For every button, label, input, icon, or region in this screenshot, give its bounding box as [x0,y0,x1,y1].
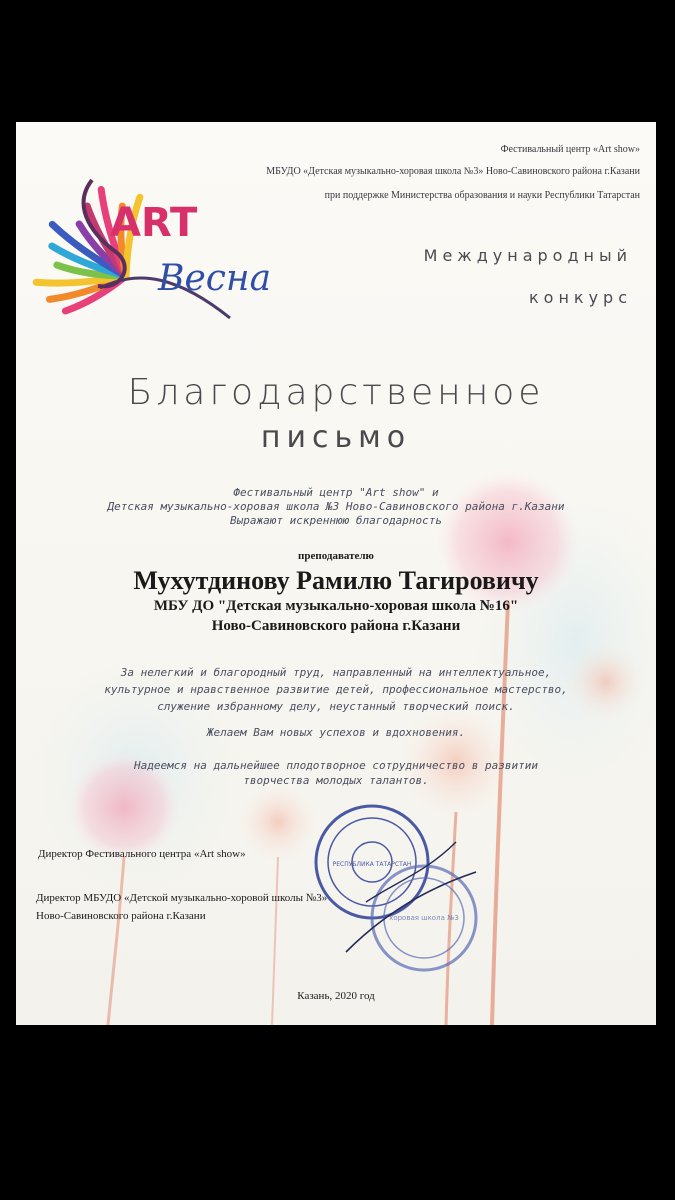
intro-line: Детская музыкально-хоровая школа №3 Ново-Савиновского района г.Казани [107,500,565,513]
school-line: МБУДО «Детская музыкально-хоровая школа №3» Ново-Савиновского района г.Казани [266,166,640,177]
intro-block [16,486,656,528]
hope-text [16,758,656,788]
gratitude-line: За нелегкий и благородный труд, направленный на интеллектуальное, [120,666,552,679]
recipient-district: Ново-Савиновского района г.Казани [211,618,461,634]
hope-line: творчества молодых талантов. [243,774,429,787]
gratitude-line: служение избранному делу, неустанный творческий поиск. [157,700,515,713]
art-vesna-logo [30,168,290,358]
wish-text: Желаем Вам новых успехов и вдохновения. [206,726,466,739]
document-title-line2: письмо [260,420,412,455]
school-director-signature: Директор МБУДО «Детской музыкально-хоровой школы №3» [36,892,328,904]
intro-line: Выражают искреннюю благодарность [230,514,442,527]
logo-word-art: ART [110,200,198,246]
gratitude-text [16,664,656,715]
logo-word-vesna: Весна [158,258,272,299]
hope-line: Надеемся на дальнейшее плодотворное сотрудничество в развитии [134,759,538,772]
recipient-school: МБУ ДО "Детская музыкально-хоровая школа №16" [153,598,519,614]
contest-word: конкурс [529,288,632,307]
intro-line: Фестивальный центр "Art show" и [233,486,439,499]
school-director-district: Ново-Савиновского района г.Казани [36,910,206,922]
gratitude-line: культурное и нравственное развитие детей, профессиональное мастерство, [104,683,568,696]
recipient-role: преподавателю [298,550,374,562]
official-stamps [306,802,486,992]
contest-type: Международный [423,246,632,265]
place-and-date: Казань, 2020 год [297,990,375,1002]
support-line: при поддержке Министерства образования и науки Республики Татарстан [324,190,640,201]
recipient-name: Мухутдинову Рамилю Тагировичу [133,566,539,595]
stamp-text-2: хоровая школа №3 [389,914,459,922]
certificate-sheet [16,122,656,1025]
festival-director-signature: Директор Фестивального центра «Art show» [38,848,246,860]
organizer-line: Фестивальный центр «Art show» [500,144,640,155]
document-title-line1: Благодарственное [127,372,545,413]
stamp-text-1: РЕСПУБЛИКА ТАТАРСТАН [332,861,412,868]
